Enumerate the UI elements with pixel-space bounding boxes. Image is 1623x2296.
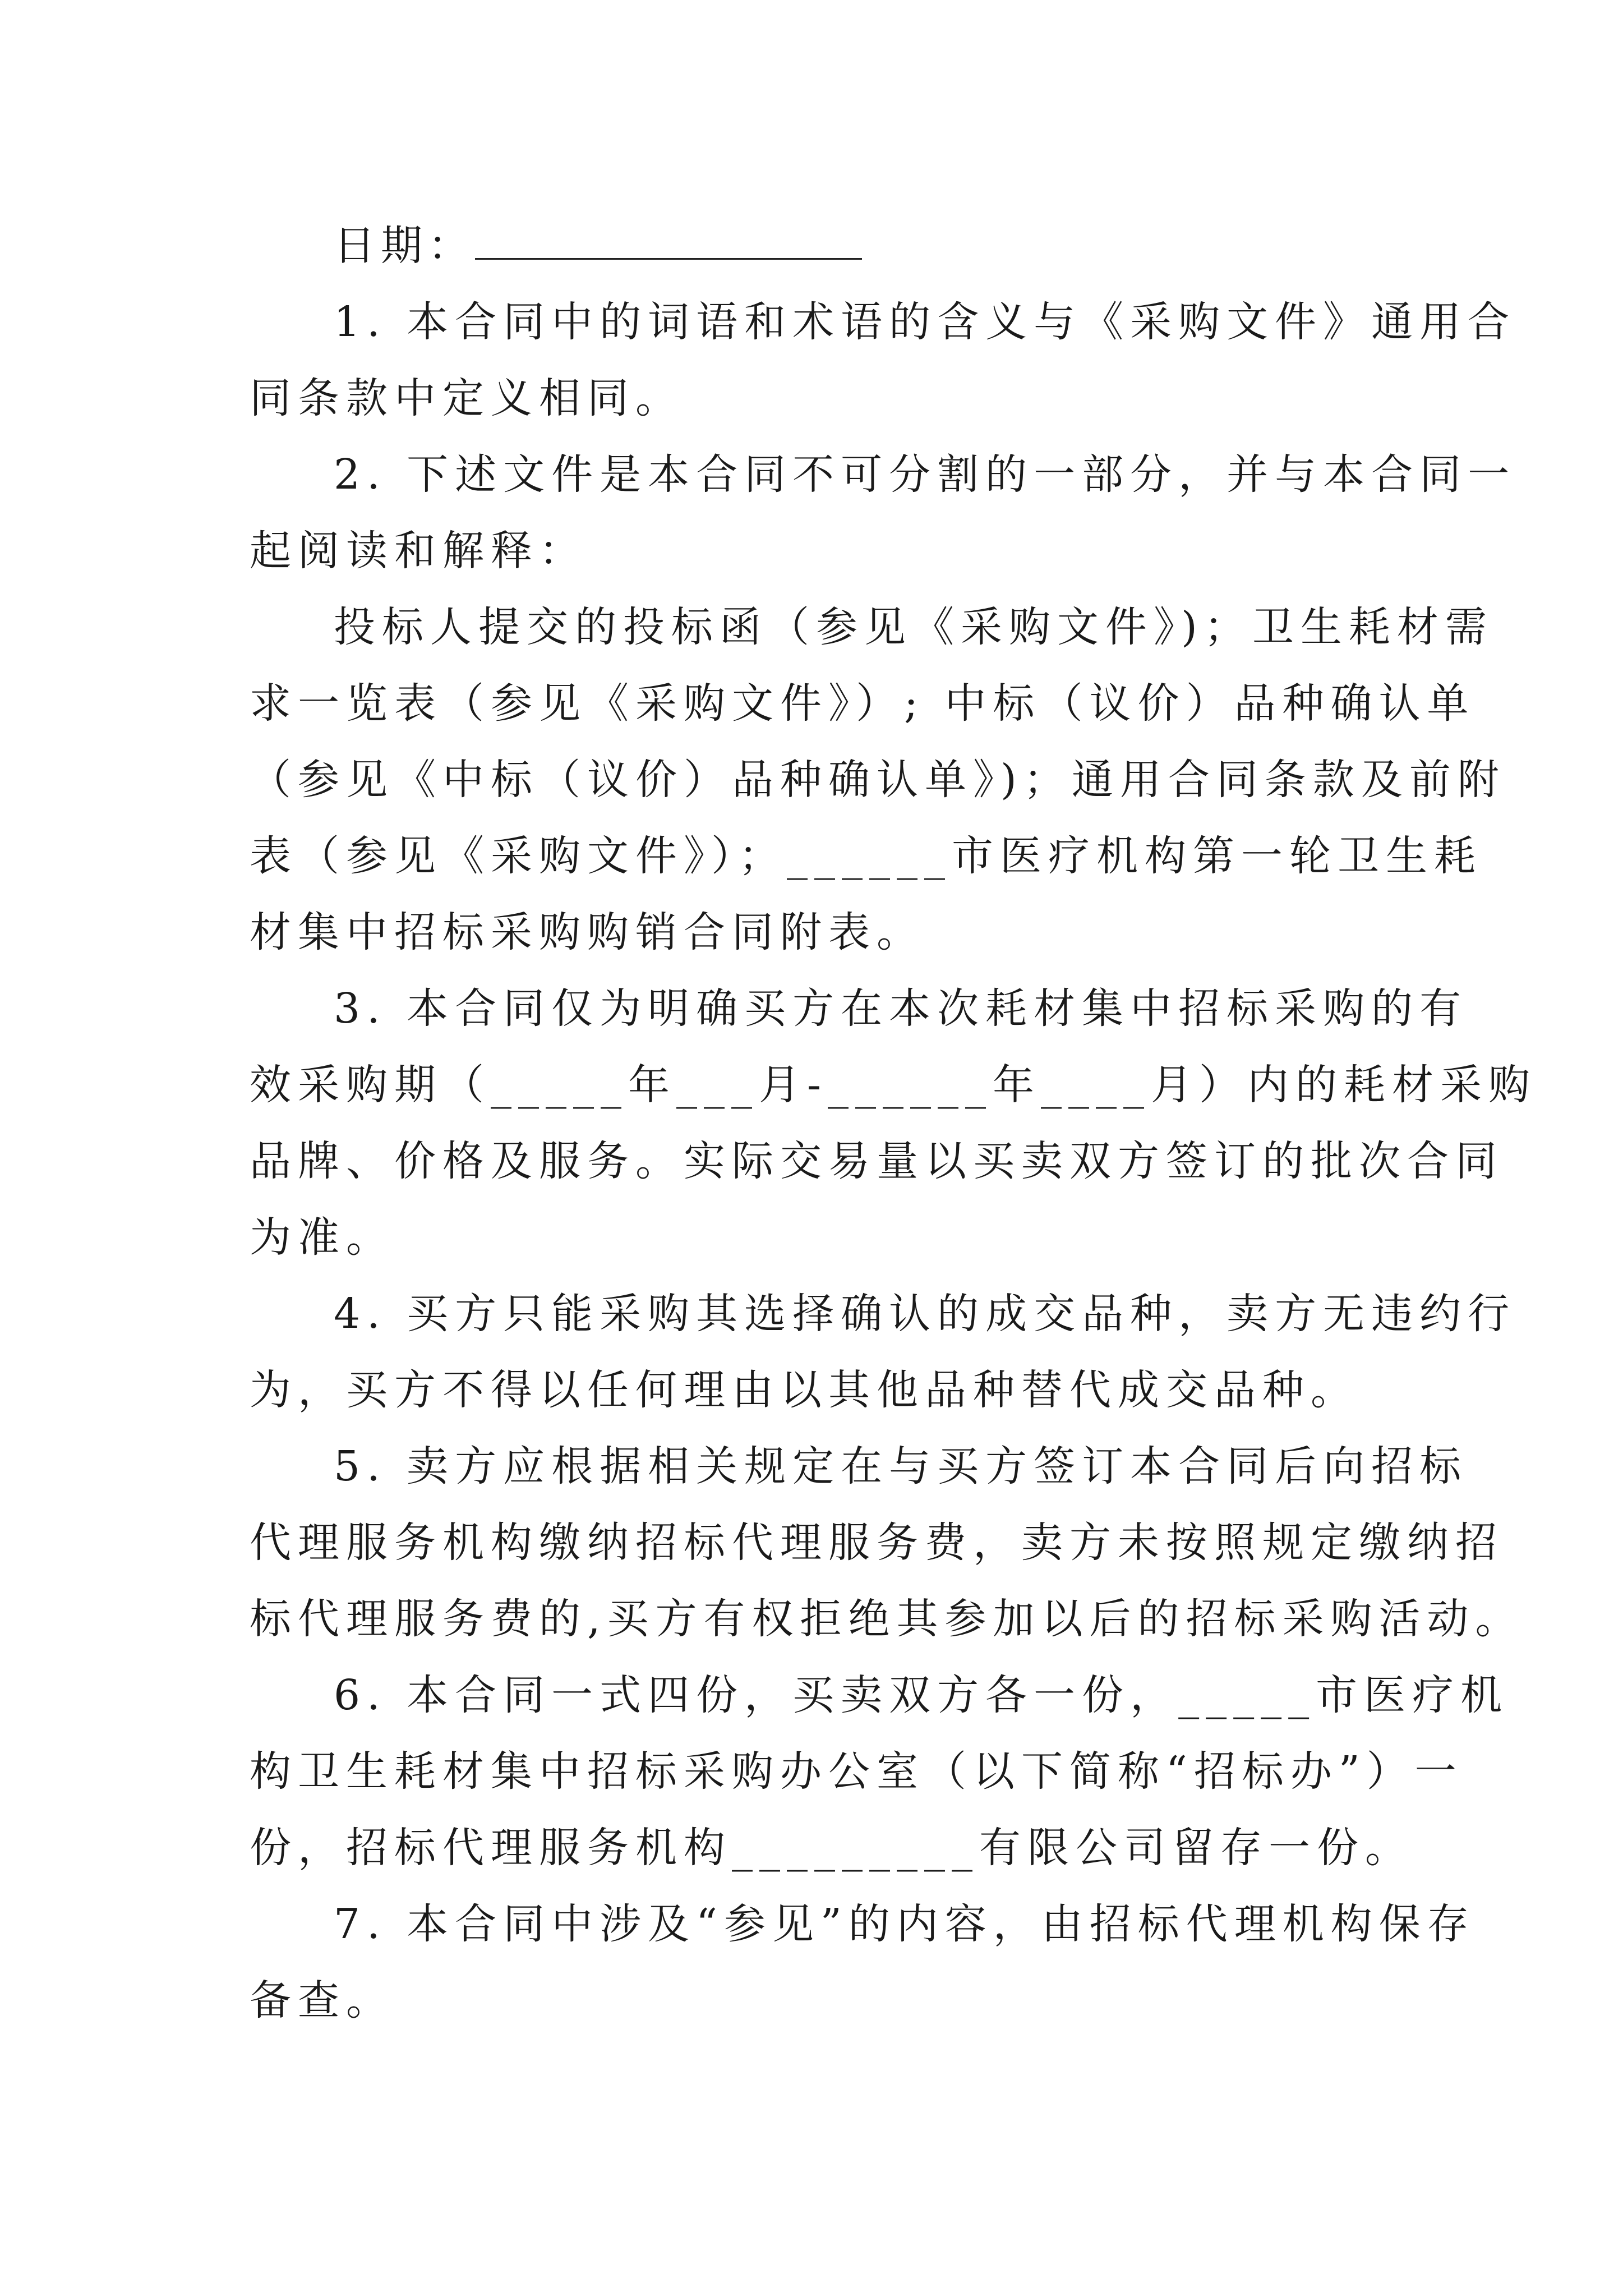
clause-6-line-2: 构卫生耗材集中招标采购办公室（以下简称“招标办”）一 — [250, 1747, 1463, 1796]
clause-3-line-2: 效采购期（_____年___月-______年____月）内的耗材采购 — [250, 1061, 1537, 1109]
clause-3-line-3: 品牌、价格及服务。实际交易量以买卖双方签订的批次合同 — [250, 1137, 1504, 1185]
clause-2-line-1: 2. 下述文件是本合同不可分割的一部分，并与本合同一 — [334, 450, 1516, 499]
date-label: 日期： — [334, 222, 475, 270]
clause-6-line-1: 6. 本合同一式四份，买卖双方各一份，_____市医疗机 — [334, 1671, 1509, 1719]
clause-3-line-1: 3. 本合同仅为明确买方在本次耗材集中招标采购的有 — [334, 984, 1468, 1033]
clause-2-line-2: 起阅读和解释： — [250, 527, 587, 575]
documents-list-line-4: 表（参见《采购文件》）；______市医疗机构第一轮卫生耗 — [250, 832, 1482, 880]
clause-3-line-4: 为准。 — [250, 1213, 394, 1262]
clause-5-line-3: 标代理服务费的,买方有权拒绝其参加以后的招标采购活动。 — [250, 1595, 1524, 1643]
documents-list-line-5: 材集中招标采购购销合同附表。 — [250, 908, 925, 956]
clause-1-line-1: 1. 本合同中的词语和术语的含义与《采购文件》通用合 — [334, 298, 1516, 346]
clause-1-line-2: 同条款中定义相同。 — [250, 374, 684, 422]
clause-7-line-1: 7. 本合同中涉及“参见”的内容，由招标代理机构保存 — [334, 1900, 1476, 1948]
clause-7-line-2: 备查。 — [250, 1976, 394, 2024]
clause-5-line-2: 代理服务机构缴纳招标代理服务费，卖方未按照规定缴纳招 — [250, 1519, 1504, 1567]
documents-list-line-2: 求一览表（参见《采购文件》）; 中标（议价）品种确认单 — [250, 679, 1476, 728]
date-line — [250, 208, 1388, 284]
date-blank-field[interactable] — [475, 224, 862, 260]
clause-6-line-3: 份，招标代理服务机构_________有限公司留存一份。 — [250, 1824, 1413, 1872]
documents-list-line-3: （参见《中标（议价）品种确认单》)；通用合同条款及前附 — [250, 756, 1506, 804]
clause-4-line-1: 4. 买方只能采购其选择确认的成交品种，卖方无违约行 — [334, 1290, 1516, 1338]
documents-list-line-1: 投标人提交的投标函（参见《采购文件》)；卫生耗材需 — [334, 603, 1493, 651]
contract-page — [250, 208, 1537, 2039]
clause-4-line-2: 为，买方不得以任何理由以其他品种替代成交品种。 — [250, 1366, 1359, 1414]
clause-5-line-1: 5. 卖方应根据相关规定在与买方签订本合同后向招标 — [334, 1442, 1468, 1490]
